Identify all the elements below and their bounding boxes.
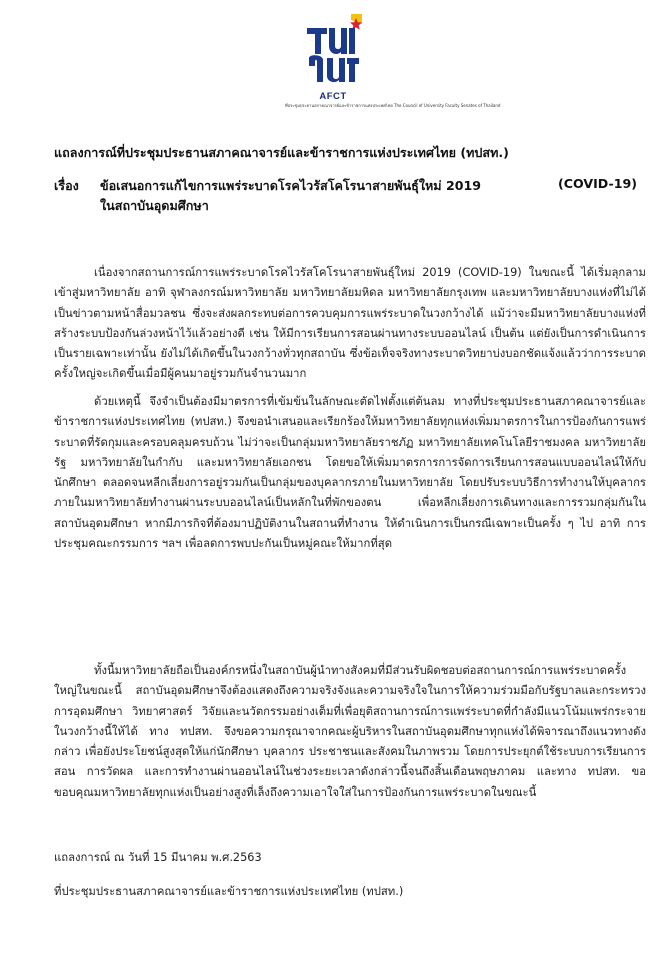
statement-date: แถลงการณ์ ณ วันที่ 15 มีนาคม พ.ศ.2563 (54, 851, 262, 864)
subject-label: เรื่อง (54, 178, 79, 193)
body-paragraph-1: เนื่องจากสถานการณ์การแพร่ระบาดโรคไวรัสโคโรนาสายพันธุ์ใหม่ 2019 (COVID-19) ในขณะนี้ ได้เริ่มลุกลามเข้าสู่มหาวิทยาลัย อาทิ จุฬาลงกรณ์มหาวิทยาลัย มหาวิทยาลัยมหิดล มหาวิทยาลัยกรุงเทพ และมหาวิทยาลัยบางแห่งที่ไม่ได้เป็นข่าวตามหน้าสื่อมวลชน ซึ่งจะส่งผลกระทบต่อการควบคุมการแพร่ระบาดในวงกว้างได้ แม้ว่าจะมีมหาวิทยาลัยบางแห่งที่สร้างระบบป้องกันล่วงหน้าไว้แล้วอย่างดี เช่น ให้มีการเรียนการสอนผ่านทางระบบออนไลน์ เป็นต้น แต่ยังเป็นการดำเนินการเป็นรายเฉพาะเท่านั้น ยังไม่ได้เกิดขึ้นในวงกว้างทั่วทุกสถาบัน ซึ่งข้อเท็จจริงทางระบาดวิทยาบ่งบอกชัดแจ้งแล้วว่าการระบาดครั้งใหญ่จะเกิดขึ้นเมื่อมีผู้คนมาอยู่รวมกันจำนวนมาก (54, 266, 646, 381)
logo-abbreviation: AFCT (319, 91, 347, 102)
subject-line-2: ในสถาบันอุดมศึกษา (100, 198, 209, 213)
document-title: แถลงการณ์ที่ประชุมประธานสภาคณาจารย์และข้าราชการแห่งประเทศไทย (ทปสท.) (54, 145, 509, 160)
body-paragraph-3: ทั้งนี้มหาวิทยาลัยถือเป็นองค์กรหนึ่งในสถาบันผู้นำทางสังคมที่มีส่วนรับผิดชอบต่อสถานการณ์การแพร่ระบาดครั้งใหญ่ในขณะนี้ สถาบันอุดมศึกษาจึงต้องแสดงถึงความจริงจังและความจริงใจในการให้ความร่วมมือกับรัฐบาลและกระทรวงการอุดมศึกษา วิทยาศาสตร์ วิจัยและนวัตกรรมอย่างเต็มที่เพื่อยุติสถานการณ์การแพร่ระบาดที่กำลังมีแนวโน้มแพร่กระจายในวงกว้างนี้ให้ได้ ทาง ทปสท. จึงขอความกรุณาจากคณะผู้บริหารในสถาบันอุดมศึกษาทุกแห่งได้พิจารณาถึงแนวทางดังกล่าว เพื่อยังประโยชน์สูงสุดให้แก่นักศึกษา บุคลากร ประชาชนและสังคมในภาพรวม โดยการประยุกต์ใช้ระบบการเรียนการสอน การวัดผล และการทำงานผ่านออนไลน์ในช่วงระยะเวลาดังกล่าวนี้จนถึงสิ้นเดือนพฤษภาคม และทาง ทปสท. ขอขอบคุณมหาวิทยาลัยทุกแห่งเป็นอย่างสูงที่เล็งถึงความเอาใจใส่ในการป้องกันการแพร่ระบาดในขณะนี้ (54, 664, 646, 799)
subject-line-1: ข้อเสนอการแก้ไขการแพร่ระบาดโรคไวรัสโคโรนาสายพันธุ์ใหม่ 2019 (100, 178, 482, 193)
afct-logo (285, 10, 501, 122)
subject-code: (COVID-19) (558, 176, 637, 191)
body-paragraph-2: ด้วยเหตุนี้ จึงจำเป็นต้องมีมาตรการที่เข้มข้นในลักษณะตัดไฟตั้งแต่ต้นลม ทางที่ประชุมประธานสภาคณาจารย์และข้าราชการแห่งประเทศไทย (ทปสท.) จึงขอนำเสนอและเรียกร้องให้มหาวิทยาลัยทุกแห่งเพิ่มมาตรการในการป้องกันการแพร่ระบาดที่รัดกุมและครอบคลุมครบถ้วน ไม่ว่าจะเป็นกลุ่มมหาวิทยาลัยราชภัฏ มหาวิทยาลัยเทคโนโลยีราชมงคล มหาวิทยาลัยรัฐ มหาวิทยาลัยในกำกับ และมหาวิทยาลัยเอกชน โดยขอให้เพิ่มมาตรการการจัดการเรียนการสอนแบบออนไลน์ให้กับนักศึกษา ตลอดจนหลีกเลี่ยงการอยู่รวมกันเป็นกลุ่มของบุคลากรภายในมหาวิทยาลัย โดยปรับระบบวิธีการทำงานให้บุคลากรภายในมหาวิทยาลัยทำงานผ่านระบบออนไลน์เป็นหลักในที่พักของตน เพื่อหลีกเลี่ยงการเดินทางและการรวมกลุ่มกันในสถาบันอุดมศึกษา หากมีภารกิจที่ต้องมาปฏิบัติงานในสถานที่ทำงาน ให้ดำเนินการเป็นกรณีเฉพาะเป็นครั้ง ๆ ไป อาทิ การประชุมคณะกรรมการ ฯลฯ เพื่อลดการพบปะกันเป็นหมู่คณะให้มากที่สุด (54, 395, 646, 551)
signature-organization: ที่ประชุมประธานสภาคณาจารย์และข้าราชการแห่งประเทศไทย (ทปสท.) (54, 885, 404, 898)
afct-logo-mark-icon (301, 10, 365, 90)
logo-caption: ที่ประชุมประธานสภาคณาจารย์และข้าราชการแห่งประเทศไทย The Council of University Faculty Senates of Thailand (285, 103, 501, 108)
